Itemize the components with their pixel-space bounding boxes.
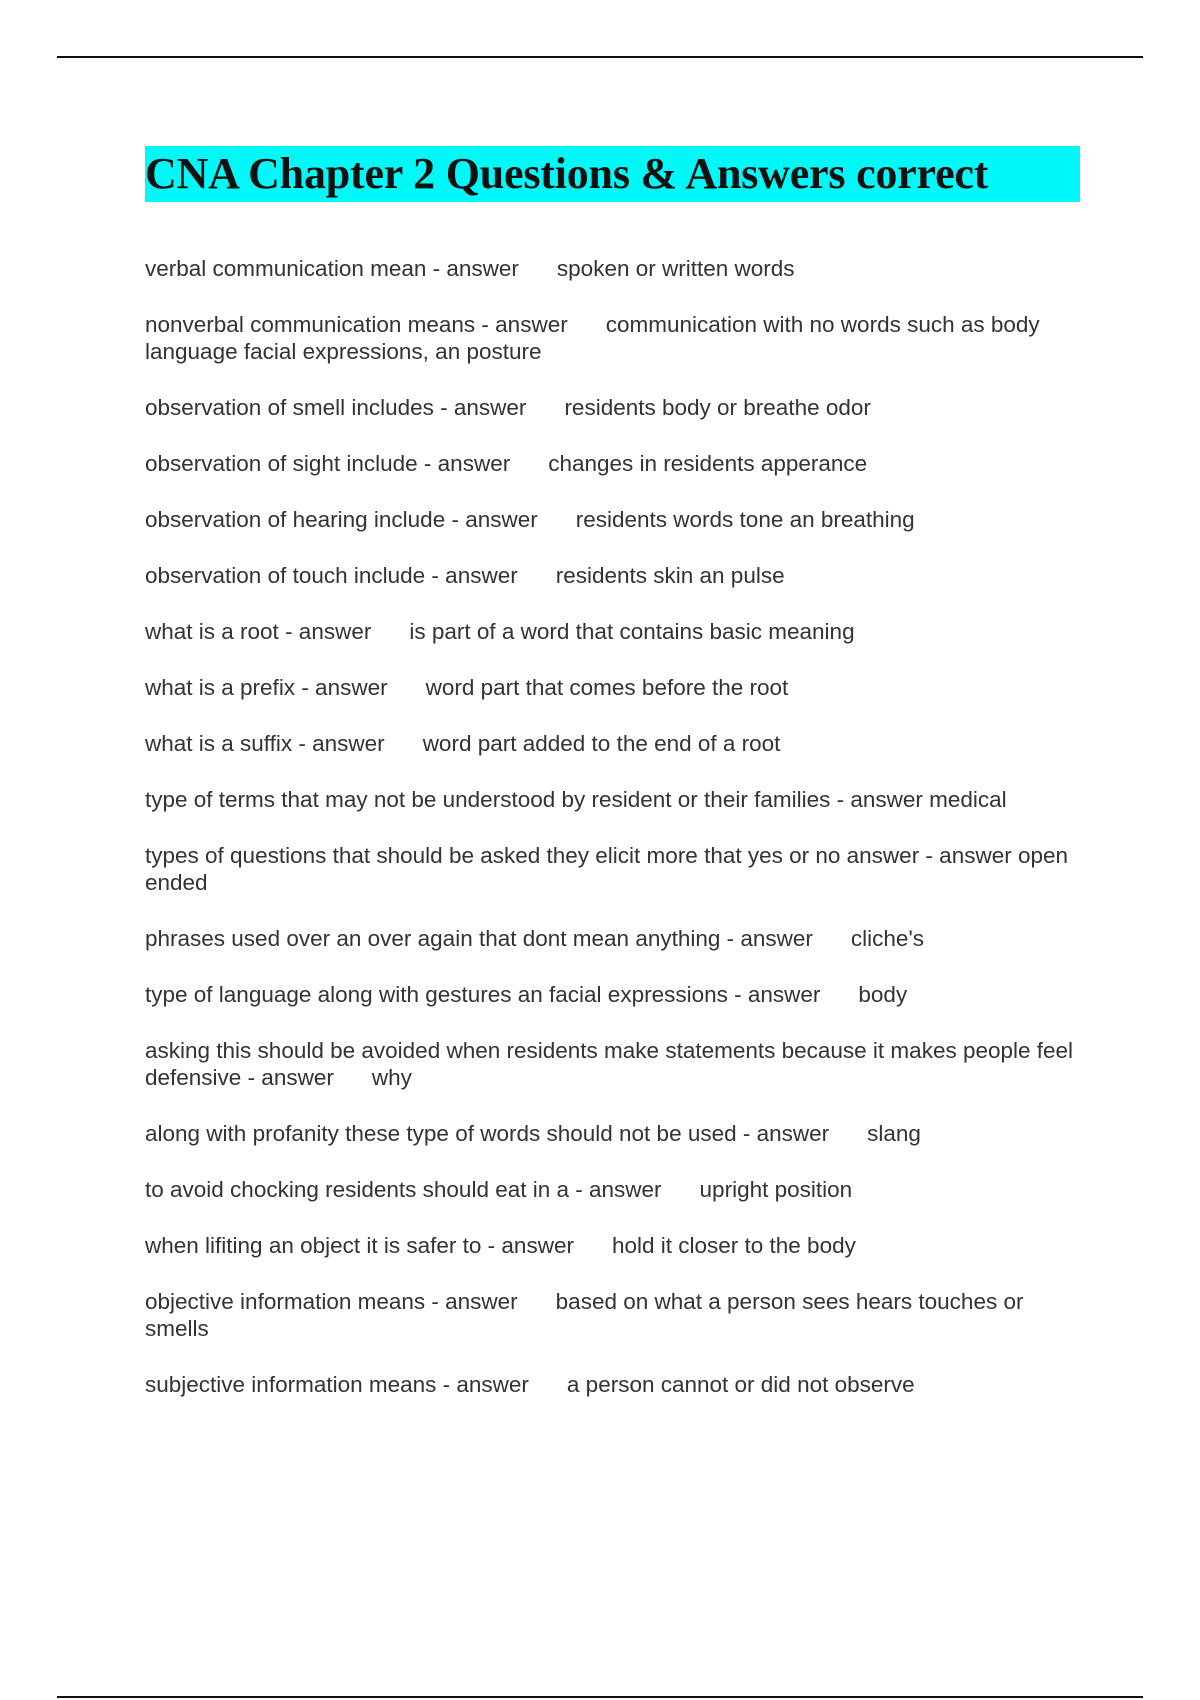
question-text: types of questions that should be asked they elicit more that yes or no answer - answer <box>145 843 1012 868</box>
question-text: what is a prefix - answer <box>145 675 388 700</box>
answer-text: residents skin an pulse <box>555 563 785 588</box>
qa-list <box>145 255 1085 1427</box>
question-text: asking this should be avoided when residents make statements because it makes people feel defensive - answer <box>145 1038 1074 1090</box>
question-text: along with profanity these type of words should not be used - answer <box>145 1121 830 1146</box>
answer-text: is part of a word that contains basic meaning <box>409 619 855 644</box>
question-text: phrases used over an over again that dont mean anything - answer <box>145 926 813 951</box>
answer-text: word part that comes before the root <box>425 675 789 700</box>
question-text: what is a root - answer <box>145 619 372 644</box>
answer-text: changes in residents apperance <box>548 451 868 476</box>
question-text: observation of sight include - answer <box>145 451 511 476</box>
qa-item <box>145 506 1085 533</box>
top-rule <box>57 56 1143 58</box>
answer-text: slang <box>867 1121 921 1146</box>
answer-text: open ended <box>145 843 1069 895</box>
qa-item <box>145 925 1085 952</box>
qa-item <box>145 394 1085 421</box>
answer-text: spoken or written words <box>556 256 795 281</box>
question-text: nonverbal communication means - answer <box>145 312 568 337</box>
qa-item <box>145 1371 1085 1398</box>
question-text: type of language along with gestures an facial expressions - answer <box>145 982 821 1007</box>
qa-item <box>145 1176 1085 1203</box>
question-text: type of terms that may not be understood by resident or their families - answer <box>145 787 923 812</box>
title-highlight <box>145 146 1080 202</box>
answer-text: cliche's <box>850 926 924 951</box>
answer-text: word part added to the end of a root <box>422 731 781 756</box>
qa-item <box>145 981 1085 1008</box>
answer-text: upright position <box>699 1177 853 1202</box>
qa-item <box>145 1037 1085 1091</box>
qa-item <box>145 1232 1085 1259</box>
question-text: observation of smell includes - answer <box>145 395 527 420</box>
qa-item <box>145 674 1085 701</box>
answer-text: hold it closer to the body <box>611 1233 856 1258</box>
question-text: subjective information means - answer <box>145 1372 529 1397</box>
question-text: objective information means - answer <box>145 1289 518 1314</box>
qa-item <box>145 255 1085 282</box>
answer-text: why <box>371 1065 412 1090</box>
qa-item <box>145 786 1085 813</box>
page-title: CNA Chapter 2 Questions & Answers correct <box>145 149 989 198</box>
bottom-rule <box>57 1696 1143 1698</box>
qa-item <box>145 1288 1085 1342</box>
qa-item <box>145 1120 1085 1147</box>
qa-item <box>145 311 1085 365</box>
qa-item <box>145 842 1085 896</box>
question-text: what is a suffix - answer <box>145 731 385 756</box>
answer-text: medical <box>929 787 1007 812</box>
answer-text: residents words tone an breathing <box>575 507 915 532</box>
question-text: when lifiting an object it is safer to - answer <box>145 1233 574 1258</box>
qa-item <box>145 562 1085 589</box>
qa-item <box>145 730 1085 757</box>
answer-text: body <box>858 982 908 1007</box>
question-text: observation of touch include - answer <box>145 563 518 588</box>
question-text: to avoid chocking residents should eat in a - answer <box>145 1177 662 1202</box>
answer-text: based on what a person sees hears touches or smells <box>145 1289 1024 1341</box>
question-text: observation of hearing include - answer <box>145 507 538 532</box>
qa-item <box>145 618 1085 645</box>
qa-item <box>145 450 1085 477</box>
answer-text: residents body or breathe odor <box>564 395 871 420</box>
answer-text: a person cannot or did not observe <box>566 1372 915 1397</box>
question-text: verbal communication mean - answer <box>145 256 519 281</box>
answer-text: communication with no words such as body language facial expressions, an posture <box>145 312 1040 364</box>
